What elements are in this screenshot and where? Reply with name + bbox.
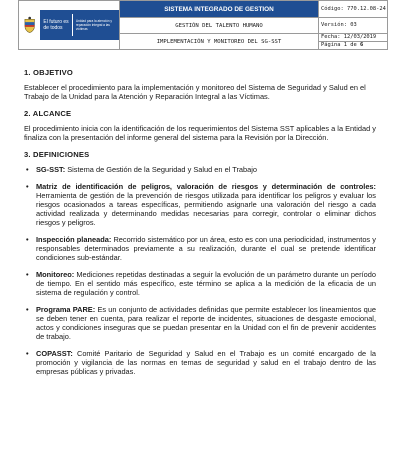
definition-item — [24, 349, 376, 376]
logo-unit-name: Unidad para la atención y reparación integral a las víctimas — [75, 19, 113, 31]
page-number — [319, 42, 388, 50]
bullet: • — [26, 305, 29, 314]
logo-banner — [40, 10, 119, 40]
definition-text: Recorrido sistemático por un área, esto es con una periodicidad, instrumentos y responsables determinados previamente a su realización, durante el cual se pretende identificar condiciones sub-estándar. — [36, 235, 376, 262]
logo-divider — [72, 14, 73, 36]
definitions-list — [24, 165, 376, 376]
bullet: • — [26, 235, 29, 244]
area-title: GESTIÓN DEL TALENTO HUMANO — [120, 18, 319, 34]
definition-text: Mediciones repetidas destinadas a seguir la evolución de un parámetro durante un período de tiempo. En el sentido más específico, este término se aplica a la medición de la eficacia de un sistema de regulación y control. — [36, 270, 376, 297]
definition-term: Programa PARE: — [36, 305, 96, 314]
bullet: • — [26, 182, 29, 191]
bullet: • — [26, 349, 29, 358]
document-header — [18, 0, 388, 50]
definition-term: Monitoreo: — [36, 270, 75, 279]
doc-date: Fecha: 12/03/2019 — [319, 34, 388, 42]
definition-item — [24, 235, 376, 262]
document-body — [24, 62, 376, 384]
bullet: • — [26, 270, 29, 279]
section-alcance-title: 2. ALCANCE — [24, 109, 72, 118]
definition-text: Comité Paritario de Seguridad y Salud en el Trabajo es un comité encargado de la promoción y vigilancia de las normas en temas de seguridad y salud en el trabajo dentro de las empresas públicas y privadas. — [36, 349, 376, 376]
doc-title: IMPLEMENTACIÓN Y MONITOREO DEL SG-SST — [120, 34, 319, 50]
page-total: 6 — [359, 42, 364, 49]
definition-item — [24, 165, 376, 174]
doc-code: Código: 770.12.08-24 — [319, 1, 388, 18]
section-objetivo-text: Establecer el procedimiento para la implementación y monitoreo del Sistema de Seguridad y Salud en el Trabajo de la Unidad para la Atención y Reparación Integral a las Víctimas. — [24, 83, 366, 101]
logo-slogan: El futuro es de todos — [43, 19, 69, 31]
definition-term: SG-SST: — [36, 165, 66, 174]
doc-version: Versión: 03 — [319, 18, 388, 34]
bullet: • — [26, 165, 29, 174]
definition-text: Sistema de Gestión de la Seguridad y Salud en el Trabajo — [65, 165, 258, 174]
logo-cell — [19, 1, 120, 50]
definition-item — [24, 305, 376, 341]
definition-term: Matriz de identificación de peligros, valoración de riesgos y determinación de controles: — [36, 182, 376, 191]
definition-item — [24, 182, 376, 227]
definition-text: Es un conjunto de actividades definidas que permite establecer los lineamientos que se deben tener en cuenta, para realizar el reporte de incidentes, situaciones de desgaste emocional, actos y condiciones inseguras que se puedan presentar en la Unidad con el fin de prevenir accidentes de trabajo. — [36, 305, 376, 341]
section-alcance-text: El procedimiento inicia con la identificación de los requerimientos del Sistema SST aplicables a la Entidad y finaliza con la presentación del informe general del sistema para la Revisión por la Dirección. — [24, 124, 376, 142]
system-title: SISTEMA INTEGRADO DE GESTION — [120, 1, 319, 18]
definition-item — [24, 270, 376, 297]
definition-term: Inspección planeada: — [36, 235, 112, 244]
section-definiciones-title: 3. DEFINICIONES — [24, 150, 90, 159]
definition-text: Herramienta de gestión de la prevención de riesgos utilizada para identificar los peligros y evaluar los riesgos ocasionados a tareas específicas, permitiendo asignarle una valoración del riesgo a cada actividad realizada y determinando medidas necesarias para corregir, controlar o eliminar dichos riesgos y peligros. — [36, 191, 376, 227]
coat-of-arms-icon — [23, 16, 36, 34]
section-objetivo-title: 1. OBJETIVO — [24, 68, 74, 77]
entity-logo — [19, 2, 119, 48]
definition-term: COPASST: — [36, 349, 73, 358]
page-prefix: Página 1 de — [321, 42, 360, 49]
